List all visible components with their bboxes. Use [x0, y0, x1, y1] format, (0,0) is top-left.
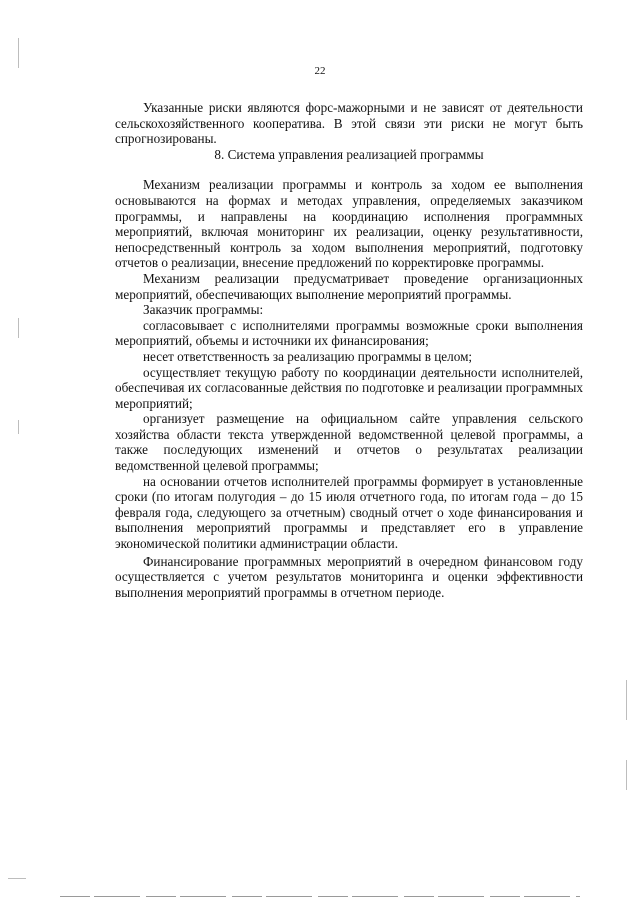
section-heading: 8. Система управления реализацией программы: [214, 146, 484, 162]
paragraph-agrees: согласовывает с исполнителями программы возможные сроки выполнения мероприятий, объемы и источники их финансирования;: [115, 317, 583, 349]
paragraph-publication: организует размещение на официальном сайте управления сельского хозяйства области текста утвержденной ведомственной целевой программы, а также последующих изменений и отчетов о результатах реализации ведомственной целевой программы;: [115, 411, 583, 474]
paragraph-organizational: Механизм реализации предусматривает проведение организационных мероприятий, обеспечивающих выполнение мероприятий программы.: [115, 270, 583, 302]
paragraph-mechanism: Механизм реализации программы и контроль за ходом ее выполнения основываются на формах и методах управления, определяемых заказчиком программы, и направлены на координацию исполнения программных мероприятий, включая мониторинг их реализации, оценку результативности, непосредственный контроль за ходом выполнения мероприятий, подготовку отчетов о реализации, внесение предложений по корректировке программы.: [115, 177, 583, 271]
scan-bottom-edge: [60, 896, 580, 897]
scan-artifact: [18, 38, 19, 68]
scan-artifact: [18, 318, 19, 338]
paragraph-customer: Заказчик программы:: [143, 302, 264, 318]
document-body: [115, 100, 583, 600]
page-number: 22: [314, 65, 326, 77]
scan-artifact: [18, 420, 19, 434]
paragraph-coordination: осуществляет текущую работу по координации деятельности исполнителей, обеспечивая их согласованные действия по подготовке и реализации программных мероприятий;: [115, 364, 583, 411]
scan-artifact: [626, 680, 627, 720]
intro-paragraph: Указанные риски являются форс-мажорными и не зависят от деятельности сельскохозяйственного кооператива. В этой связи эти риски не могут быть спрогнозированы.: [115, 100, 583, 147]
paragraph-report: на основании отчетов исполнителей программы формирует в установленные сроки (по итогам полугодия – до 15 июля отчетного года, по итогам года – до 15 февраля года, следующего за отчетным) сводный отчет о ходе финансирования и выполнения мероприятий программы и представляет его в управление экономической политики администрации области.: [115, 473, 583, 552]
paragraph-financing: Финансирование программных мероприятий в очередном финансовом году осуществляется с учетом результатов мониторинга и оценки эффективности выполнения мероприятий программы в отчетном периоде.: [115, 553, 583, 600]
scan-artifact: [626, 760, 627, 790]
scan-artifact: [8, 878, 26, 879]
paragraph-responsibility: несет ответственность за реализацию программы в целом;: [143, 348, 473, 364]
